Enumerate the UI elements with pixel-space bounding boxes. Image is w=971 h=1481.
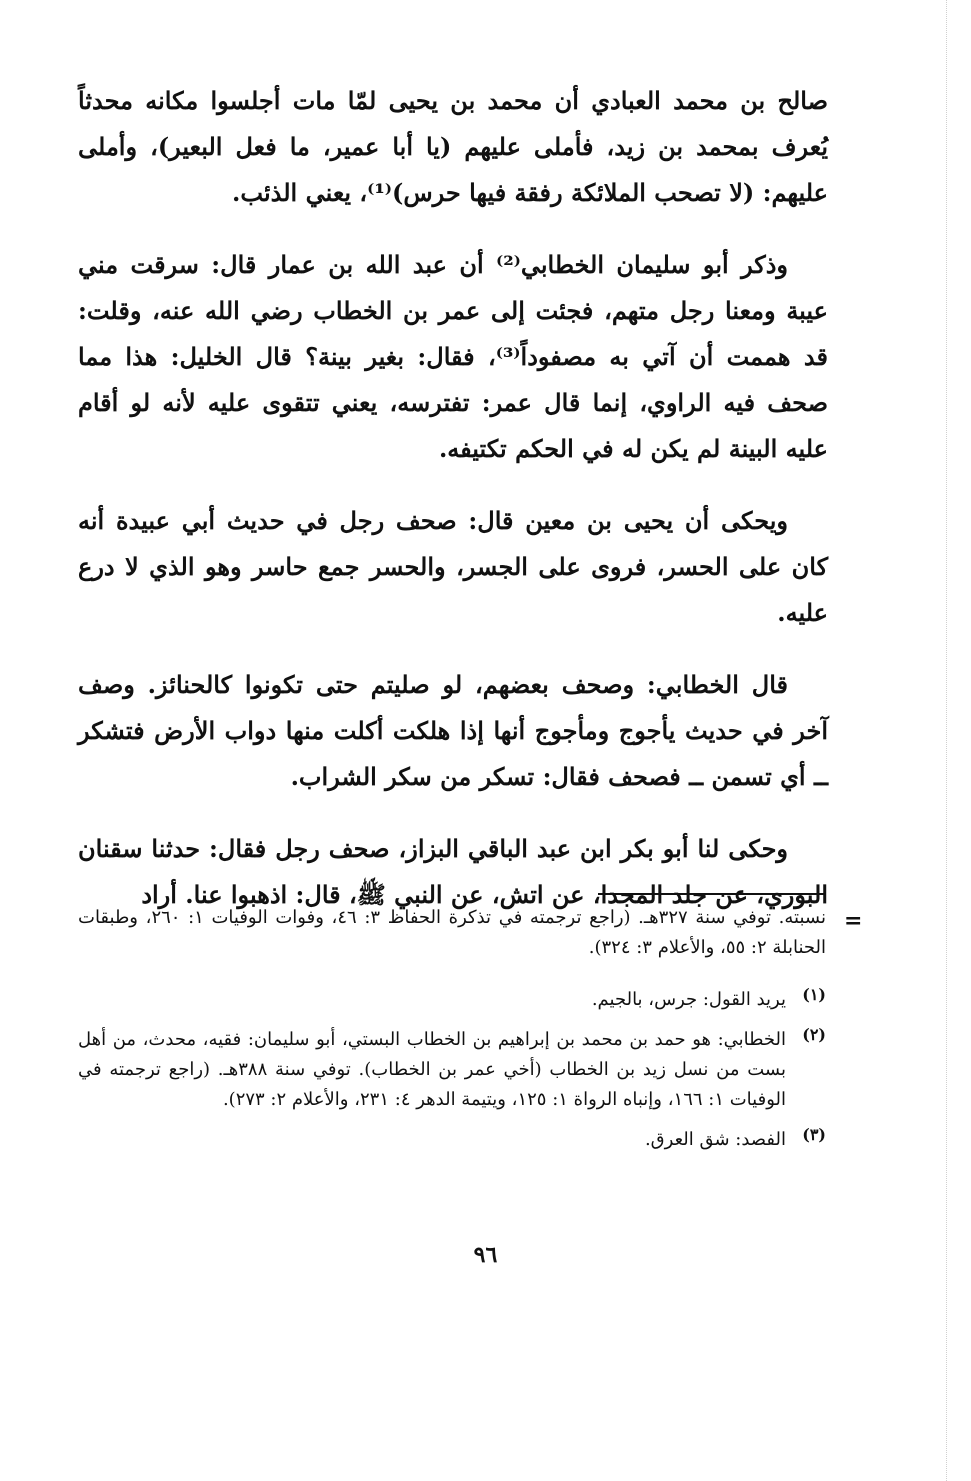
footnote-continuation: نسبته. توفي سنة ٣٢٧هـ. (راجع ترجمته في تذكرة الحفاظ ٣: ٤٦، وفوات الوفيات ١: ٢٦٠، وطبقات الحنابلة ٢: ٥٥، والأعلام ٣: ٣٢٤). bbox=[78, 907, 826, 958]
page-number: ٩٦ bbox=[473, 1242, 498, 1268]
paragraph-2: وذكر أبو سليمان الخطابي⁽²⁾ أن عبد الله بن عمار قال: سرقت مني عيبة ومعنا رجل متهم، فجئت إلى عمر بن الخطاب رضي الله عنه، وقلت: قد هممت أن آتي به مصفوداً⁽³⁾، فقال: بغير بينة؟ قال الخليل: هذا مما صحف فيه الراوي، إنما قال عمر: تفترسه، يعني تتقوى عليه لأنه لو أقام عليه البينة لم يكن له في الحكم تكتيفه. bbox=[78, 250, 828, 463]
footnote-1-number: (١) bbox=[802, 985, 826, 1004]
footnote-2-text: الخطابي: هو حمد بن محمد بن إبراهيم بن الخطاب البستي، أبو سليمان: فقيه، محدث، من أهل بست من نسل زيد بن الخطاب (أخي عمر بن الخطاب). توفي سنة ٣٨٨هـ. (راجع ترجمته في الوفيات ١: ١٦٦، وإنباه الرواة ١: ١٢٥، ويتيمة الدهر ٤: ٢٣١، والأعلام ٢: ٢٧٣). bbox=[78, 1029, 786, 1110]
footnote-separator bbox=[598, 893, 826, 895]
paragraph-4: قال الخطابي: وصحف بعضهم، لو صليتم حتى تكونوا كالحنائز. وصف آخر في حديث يأجوج ومأجوج أنها إذا هلكت أكلت منها دواب الأرض فتشكر ــ أي تسمن ــ فصحف فقال: تسكر من سكر الشراب. bbox=[78, 670, 828, 791]
footnote-2 bbox=[78, 1025, 826, 1125]
footnote-3-number: (٣) bbox=[802, 1125, 826, 1144]
paragraph-5: وحكى لنا أبو بكر ابن عبد الباقي البزاز، صحف رجل فقال: حدثنا سقنان البوري، عن جلد المجدا، عن اتش، عن النبي ﷺ، قال: اذهبوا عنا. أراد bbox=[78, 834, 828, 909]
footnote-1 bbox=[78, 985, 826, 1025]
footnotes bbox=[78, 903, 826, 1165]
paragraph-3: ويحكى أن يحيى بن معين قال: صحف رجل في حديث أبي عبيدة أنه كان على الحسر، فروى على الجسر، والحسر جمع حاسر وهو الذي لا درع عليه. bbox=[78, 506, 828, 627]
footnote-1-text: يريد القول: جرس، بالجيم. bbox=[591, 989, 786, 1010]
footnote-2-number: (٢) bbox=[802, 1025, 826, 1044]
main-text bbox=[78, 78, 828, 944]
scan-margin-line bbox=[946, 0, 947, 1481]
footnote-3-text: الفصد: شق العرق. bbox=[644, 1129, 786, 1150]
continuation-mark: = bbox=[844, 908, 863, 934]
footnote-3 bbox=[78, 1125, 826, 1165]
paragraph-1: صالح بن محمد العبادي أن محمد بن يحيى لمّا مات أجلسوا مكانه محدثاً يُعرف بمحمد بن زيد، فأملى عليهم (يا أبا عمير، ما فعل البعير)، وأملى عليهم: (لا تصحب الملائكة رفقة فيها حرس)⁽¹⁾، يعني الذئب. bbox=[78, 86, 828, 207]
